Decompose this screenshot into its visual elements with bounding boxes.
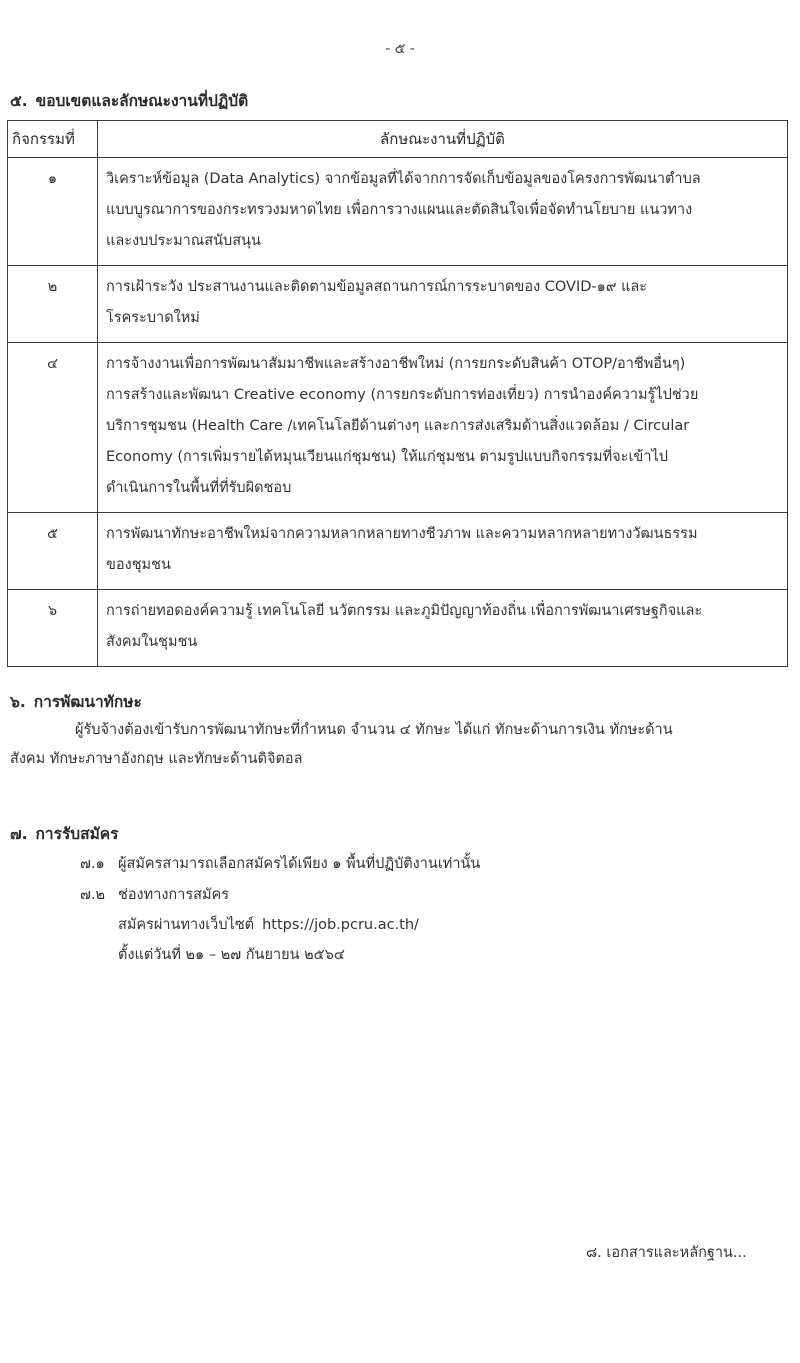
table-row bbox=[8, 158, 788, 266]
activity-description bbox=[98, 266, 788, 343]
apply-period: ตั้งแต่วันที่ ๒๑ – ๒๗ กันยายน ๒๕๖๔ bbox=[118, 947, 345, 963]
table-row bbox=[8, 590, 788, 667]
application-item-7-1 bbox=[80, 852, 480, 875]
activity-number: ๔ bbox=[8, 343, 98, 513]
activity-number: ๑ bbox=[8, 158, 98, 266]
apply-via-label: สมัครผ่านทางเว็บไซต์ bbox=[118, 917, 255, 933]
description-line: การจ้างงานเพื่อการพัฒนาสัมมาชีพและสร้างอาชีพใหม่ (การยกระดับสินค้า OTOP/อาชีพอื่นๆ) bbox=[106, 356, 686, 372]
table-header-row bbox=[8, 121, 788, 158]
item-text: ผู้สมัครสามารถเลือกสมัครได้เพียง ๑ พื้นที่ปฏิบัติงานเท่านั้น bbox=[118, 856, 481, 872]
scope-of-work-table bbox=[7, 120, 788, 667]
description-line: การสร้างและพัฒนา Creative economy (การยกระดับการท่องเที่ยว) การนำองค์ความรู้ไปช่วย bbox=[106, 387, 699, 403]
skills-paragraph-line-2: สังคม ทักษะภาษาอังกฤษ และทักษะด้านดิจิตอล bbox=[10, 751, 303, 767]
description-line: การพัฒนาทักษะอาชีพใหม่จากความหลากหลายทางชีวภาพ และความหลากหลายทางวัฒนธรรม bbox=[106, 526, 698, 542]
description-line: ของชุมชน bbox=[106, 557, 171, 573]
next-page-continuation: ๘. เอกสารและหลักฐาน... bbox=[586, 1245, 747, 1261]
item-number: ๗.๑ bbox=[80, 856, 105, 872]
activity-number: ๖ bbox=[8, 590, 98, 667]
description-line: ดำเนินการในพื้นที่ที่รับผิดชอบ bbox=[106, 480, 292, 496]
section-6-number: ๖. bbox=[10, 693, 26, 711]
skills-paragraph-line-1: ผู้รับจ้างต้องเข้ารับการพัฒนาทักษะที่กำหนด จำนวน ๔ ทักษะ ได้แก่ ทักษะด้านการเงิน ทักษะด้าน bbox=[75, 722, 673, 738]
description-line: Economy (การเพิ่มรายได้หมุนเวียนแก่ชุมชน) ให้แก่ชุมชน ตามรูปแบบกิจกรรมที่จะเข้าไป bbox=[106, 449, 668, 465]
application-item-7-2 bbox=[80, 883, 229, 906]
table-row bbox=[8, 266, 788, 343]
description-line: วิเคราะห์ข้อมูล (Data Analytics) จากข้อมูลที่ได้จากการจัดเก็บข้อมูลของโครงการพัฒนาตำบล bbox=[106, 171, 701, 187]
activity-number: ๒ bbox=[8, 266, 98, 343]
activity-description bbox=[98, 158, 788, 266]
table-row bbox=[8, 343, 788, 513]
description-line: บริการชุมชน (Health Care /เทคโนโลยีด้านต่างๆ และการส่งเสริมด้านสิ่งแวดล้อม / Circular bbox=[106, 418, 690, 434]
activity-description bbox=[98, 590, 788, 667]
apply-url-link[interactable]: https://job.pcru.ac.th/ bbox=[262, 917, 419, 933]
description-line: การเฝ้าระวัง ประสานงานและติดตามข้อมูลสถานการณ์การระบาดของ COVID-๑๙ และ bbox=[106, 279, 648, 295]
section-7-title: การรับสมัคร bbox=[35, 825, 119, 843]
description-line: การถ่ายทอดองค์ความรู้ เทคโนโลยี นวัตกรรม และภูมิปัญญาท้องถิ่น เพื่อการพัฒนาเศรษฐกิจและ bbox=[106, 603, 703, 619]
activity-description bbox=[98, 513, 788, 590]
table-row bbox=[8, 513, 788, 590]
column-header-activity-no: กิจกรรมที่ bbox=[8, 121, 98, 158]
section-5-title: ขอบเขตและลักษณะงานที่ปฏิบัติ bbox=[35, 92, 249, 110]
description-line: สังคมในชุมชน bbox=[106, 634, 198, 650]
section-6-title: การพัฒนาทักษะ bbox=[33, 693, 142, 711]
column-header-work-description: ลักษณะงานที่ปฏิบัติ bbox=[98, 121, 788, 158]
section-5-number: ๕. bbox=[10, 92, 28, 110]
item-number: ๗.๒ bbox=[80, 887, 106, 903]
section-5-heading bbox=[10, 88, 248, 113]
section-7-heading bbox=[10, 821, 119, 846]
description-line: และงบประมาณสนับสนุน bbox=[106, 233, 261, 249]
section-6-heading bbox=[10, 689, 142, 714]
description-line: โรคระบาดใหม่ bbox=[106, 310, 200, 326]
activity-description bbox=[98, 343, 788, 513]
activity-number: ๕ bbox=[8, 513, 98, 590]
item-text: ช่องทางการสมัคร bbox=[118, 887, 230, 903]
page-number: - ๕ - bbox=[385, 41, 415, 57]
section-7-number: ๗. bbox=[10, 825, 28, 843]
apply-website-line bbox=[118, 913, 419, 936]
description-line: แบบบูรณาการของกระทรวงมหาดไทย เพื่อการวางแผนและตัดสินใจเพื่อจัดทำนโยบาย แนวทาง bbox=[106, 202, 693, 218]
